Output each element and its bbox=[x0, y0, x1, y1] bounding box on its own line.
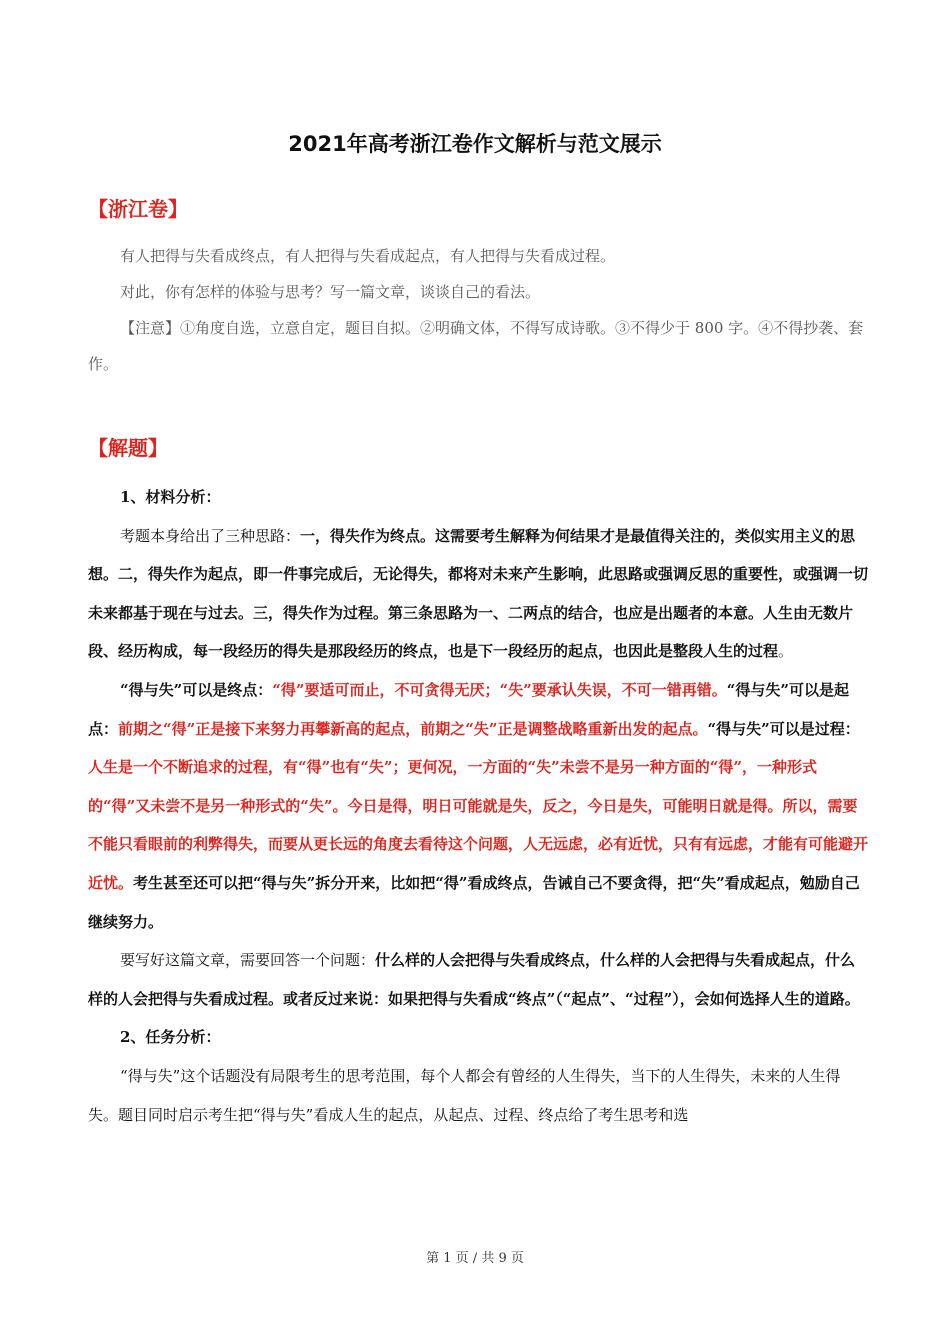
subheading-task: 2、任务分析： bbox=[120, 1028, 221, 1047]
page-footer: 第 1 页 / 共 9 页 bbox=[426, 1251, 524, 1266]
subheading-material: 1、材料分析： bbox=[120, 488, 221, 506]
document-title: 2021年高考浙江卷作文解析与范文展示 bbox=[288, 132, 662, 156]
paragraph-2: “得与失”可以是终点：“得”要适可而止，不可贪得无厌；“失”要承认失误，不可一错再错。“得与失”可以是起点：前期之“得”正是接下来努力再攀新高的起点，前期之“失”正是调整战略重新出发的起点。“得与失”可以是过程：人生是一个不断追求的过程，有“得”也有“失”；更何况，一方面的“失”未尝不是另一种方面的“得”，一种形式的“得”又未尝不是另一种形式的“失”。今日是得，明日可能就是失，反之，今日是失，可能明日就是得。所以，需要不能只看眼前的利弊得失，而要从更长远的角度去看待这个问题，人无远虑，必有近忧，只有有远虑，才能有可能避开近忧。考生甚至还可以把“得与失”拆分开来，比如把“得”看成终点，告诫自己不要贪得，把“失”看成起点，勉励自己继续努力。 bbox=[88, 680, 869, 931]
section-heading-zhejiang: 【浙江卷】 bbox=[88, 197, 188, 221]
analysis-body bbox=[88, 478, 868, 1134]
essay-prompt bbox=[88, 238, 868, 382]
prompt-note: 【注意】①角度自选，立意自定，题目自拟。②明确文体，不得写成诗歌。③不得少于 800 字。④不得抄袭、套作。 bbox=[88, 319, 864, 373]
prompt-line: 有人把得与失看成终点，有人把得与失看成起点，有人把得与失看成过程。 bbox=[120, 247, 616, 265]
prompt-line: 对此，你有怎样的体验与思考？写一篇文章，谈谈自己的看法。 bbox=[120, 283, 541, 301]
paragraph-1: 考题本身给出了三种思路：一，得失作为终点。这需要考生解释为何结果才是最值得关注的，类似实用主义的思想。二，得失作为起点，即一件事完成后，无论得失，都将对未来产生影响，此思路或强调反思的重要性，或强调一切未来都基于现在与过去。三，得失作为过程。第三条思路为一、二两点的结合，也应是出题者的本意。人生由无数片段、经历构成，每一段经历的得失是那段经历的终点，也是下一段经历的起点，也因此是整段人生的过程。 bbox=[88, 526, 869, 661]
paragraph-3: 要写好这篇文章，需要回答一个问题：什么样的人会把得与失看成终点，什么样的人会把得与失看成起点，什么样的人会把得与失看成过程。或者反过来说：如果把得与失看成“终点”（“起点”、“过程”），会如何选择人生的道路。 bbox=[88, 951, 860, 1008]
section-heading-analysis: 【解题】 bbox=[88, 436, 168, 460]
paragraph-4: “得与失”这个话题没有局限考生的思考范围，每个人都会有曾经的人生得失，当下的人生得失，未来的人生得失。题目同时启示考生把“得与失”看成人生的起点，从起点、过程、终点给了考生思考和选 bbox=[88, 1066, 841, 1124]
